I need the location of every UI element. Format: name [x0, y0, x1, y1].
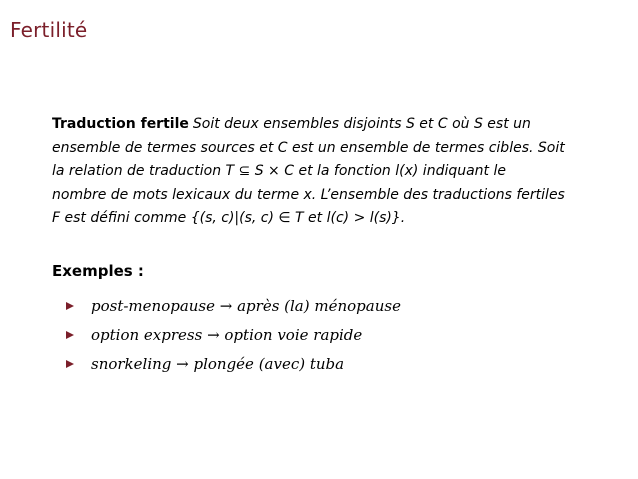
examples-heading: Exemples : — [52, 262, 144, 280]
definition-line: F est défini comme {(s, c)|(s, c) ∈ T et l(c) > l(s)}. — [52, 210, 406, 227]
definition-line: nombre de mots lexicaux du terme x. L’ensemble des traductions fertiles — [52, 186, 565, 203]
example-list — [66, 291, 401, 378]
triangle-bullet-icon — [66, 302, 74, 310]
definition-block — [52, 113, 592, 231]
list-item — [66, 349, 401, 378]
triangle-bullet-icon — [66, 331, 74, 339]
example-text: post-menopause → après (la) ménopause — [91, 296, 401, 315]
frame-title: Fertilité — [10, 18, 88, 42]
definition-term: Traduction fertile — [52, 116, 189, 132]
definition-line — [52, 113, 592, 137]
list-item — [66, 320, 401, 349]
definition-line: la relation de traduction T ⊆ S × C et la fonction l(x) indiquant le — [52, 163, 506, 180]
example-text: option express → option voie rapide — [91, 325, 363, 344]
definition-text: Soit deux ensembles disjoints S et C où S est un — [192, 116, 531, 132]
definition-line: ensemble de termes sources et C est un ensemble de termes cibles. Soit — [52, 139, 565, 156]
example-text: snorkeling → plongée (avec) tuba — [91, 354, 345, 373]
list-item — [66, 291, 401, 320]
triangle-bullet-icon — [66, 360, 74, 368]
